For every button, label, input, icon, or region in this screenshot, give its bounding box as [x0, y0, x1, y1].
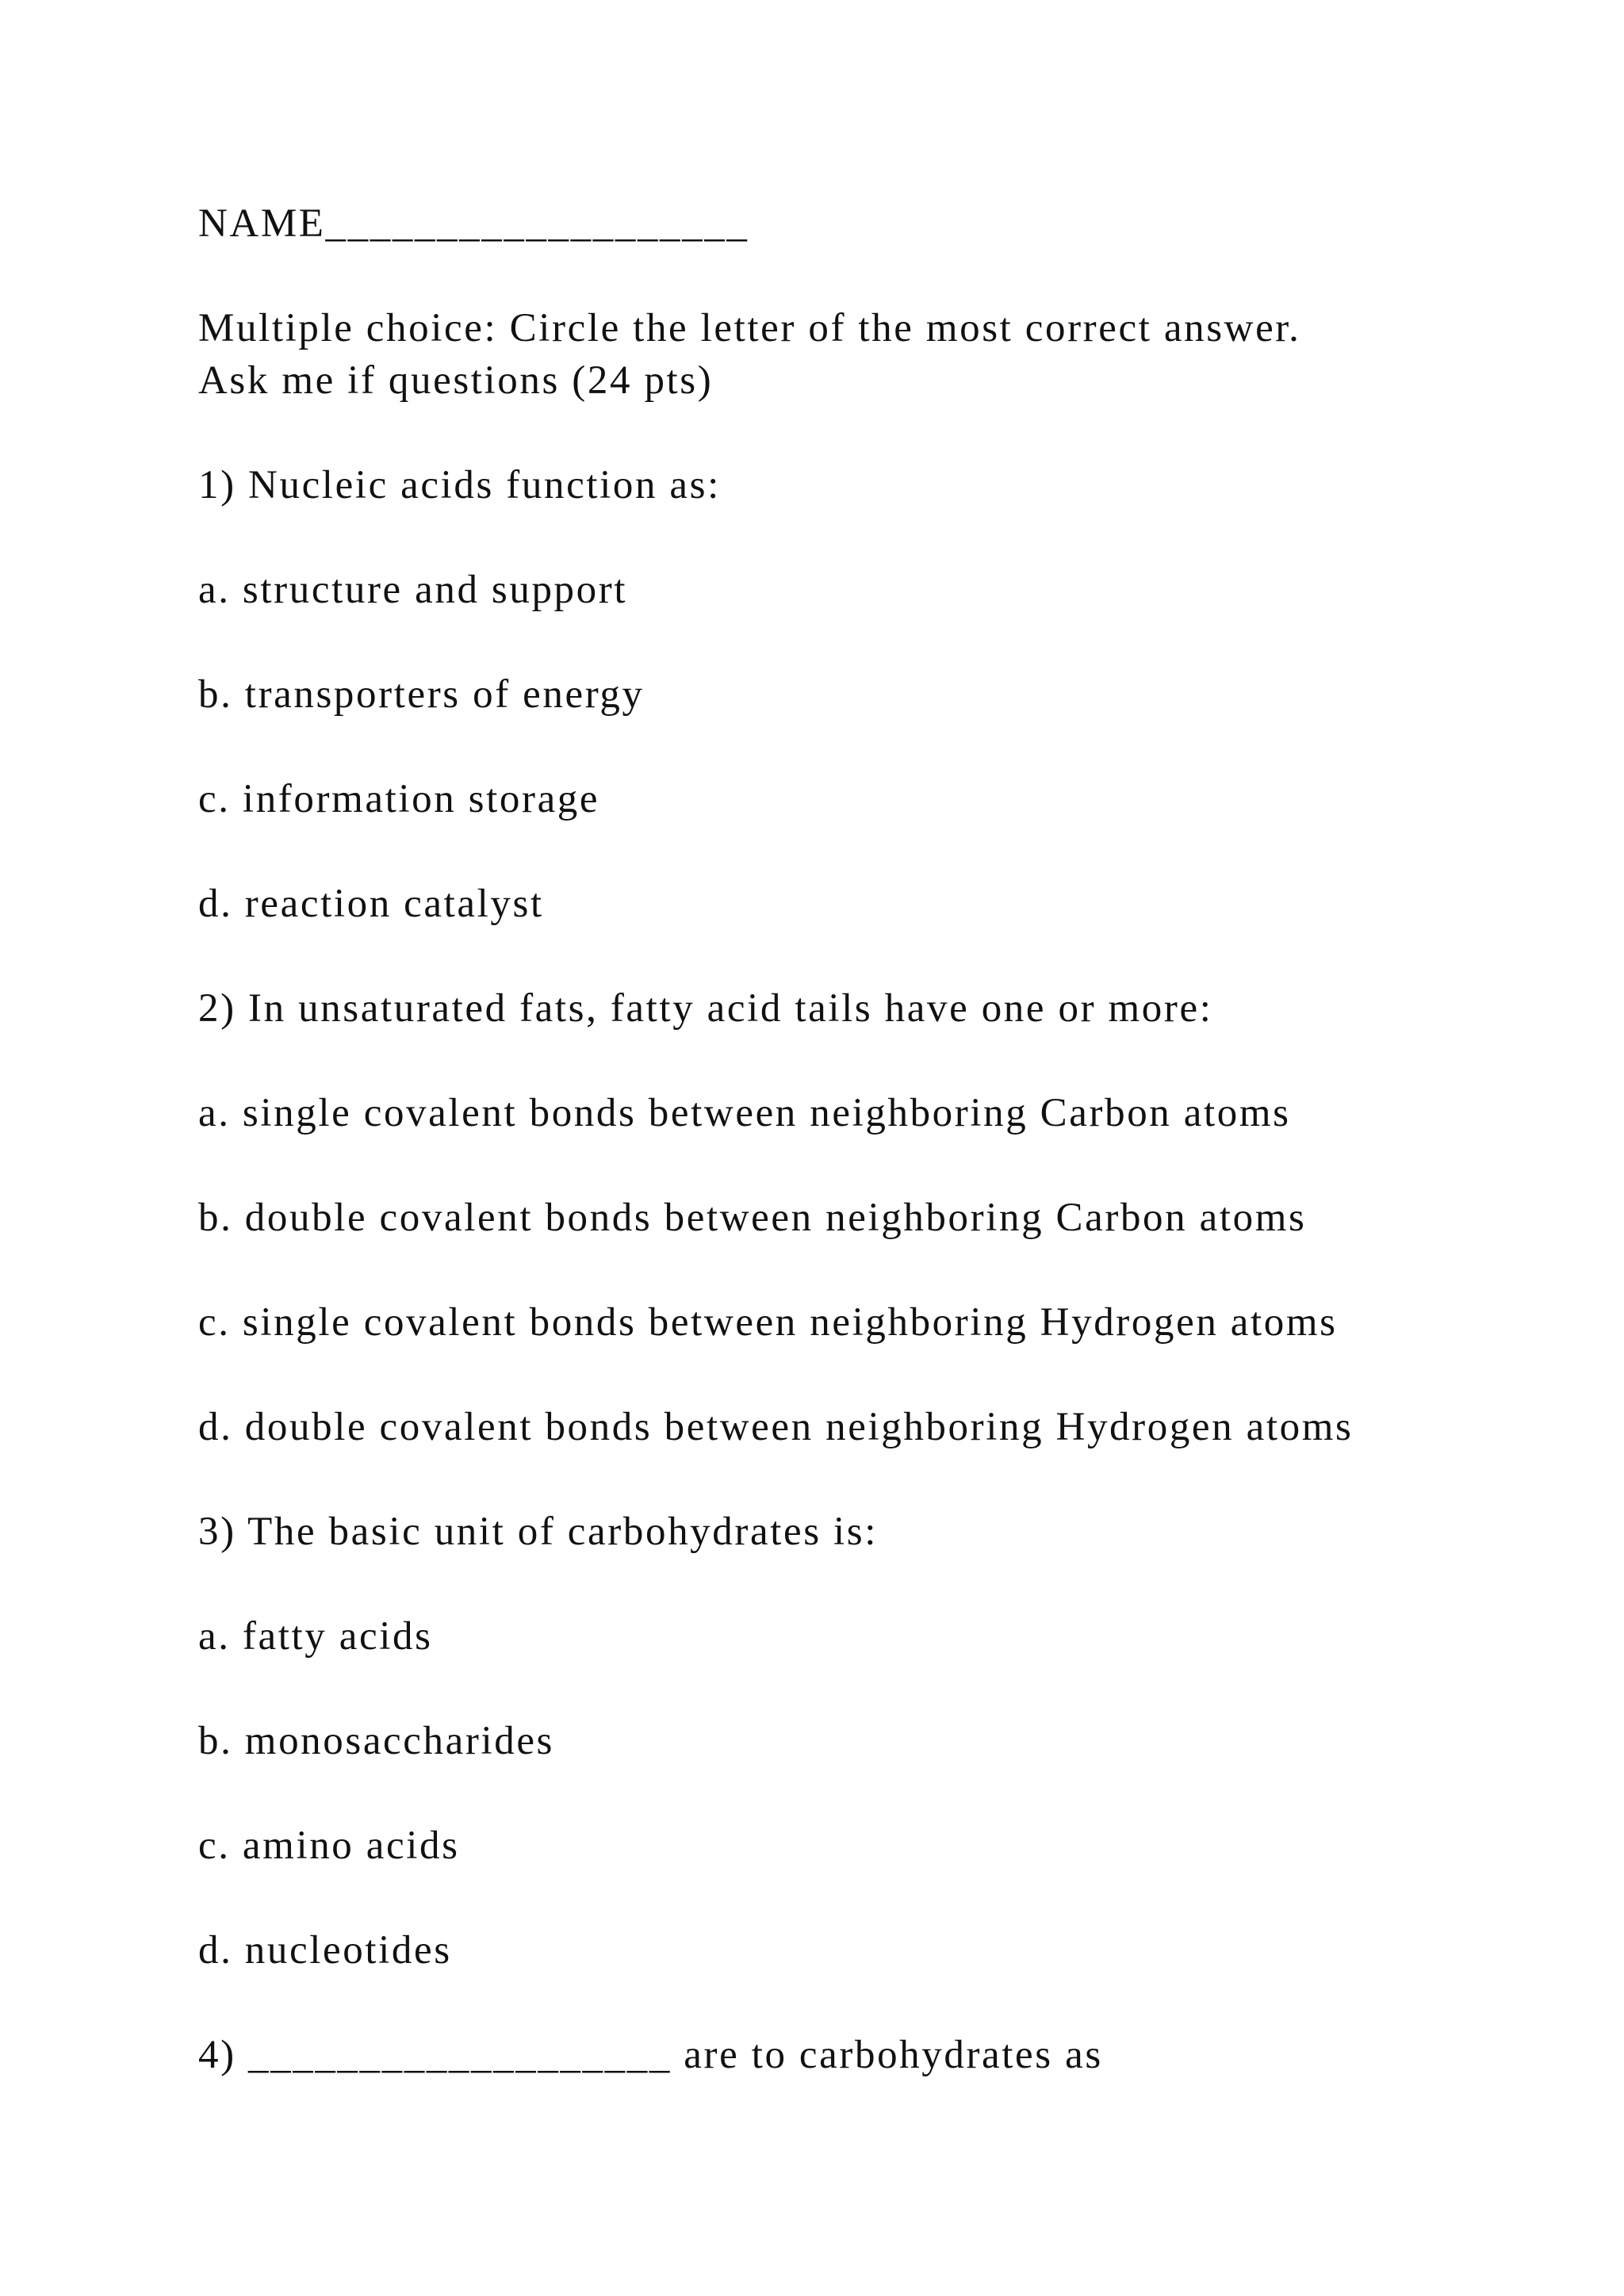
question-3-option-d: d. nucleotides [198, 1928, 452, 1973]
question-1-option-c: c. information storage [198, 777, 600, 821]
instructions-line-1: Multiple choice: Circle the letter of the most correct answer. [198, 306, 1301, 350]
question-2-prompt: 2) In unsaturated fats, fatty acid tails have one or more: [198, 986, 1213, 1031]
question-4-prompt: 4) ___________________ are to carbohydrates as [198, 2033, 1103, 2077]
question-2-option-b: b. double covalent bonds between neighboring Carbon atoms [198, 1196, 1307, 1240]
question-1-option-a: a. structure and support [198, 568, 628, 612]
question-2-option-a: a. single covalent bonds between neighboring Carbon atoms [198, 1091, 1291, 1135]
instructions-line-2: Ask me if questions (24 pts) [198, 358, 714, 403]
question-1-option-d: d. reaction catalyst [198, 882, 544, 926]
name-field-line: NAME___________________ [198, 201, 749, 246]
question-3-option-c: c. amino acids [198, 1823, 460, 1868]
question-3-option-a: a. fatty acids [198, 1614, 433, 1659]
question-3-option-b: b. monosaccharides [198, 1719, 554, 1763]
question-3-prompt: 3) The basic unit of carbohydrates is: [198, 1510, 878, 1554]
question-2-option-d: d. double covalent bonds between neighboring Hydrogen atoms [198, 1405, 1354, 1449]
question-1-option-b: b. transporters of energy [198, 672, 645, 717]
question-1-prompt: 1) Nucleic acids function as: [198, 463, 721, 507]
question-2-option-c: c. single covalent bonds between neighboring Hydrogen atoms [198, 1300, 1338, 1345]
